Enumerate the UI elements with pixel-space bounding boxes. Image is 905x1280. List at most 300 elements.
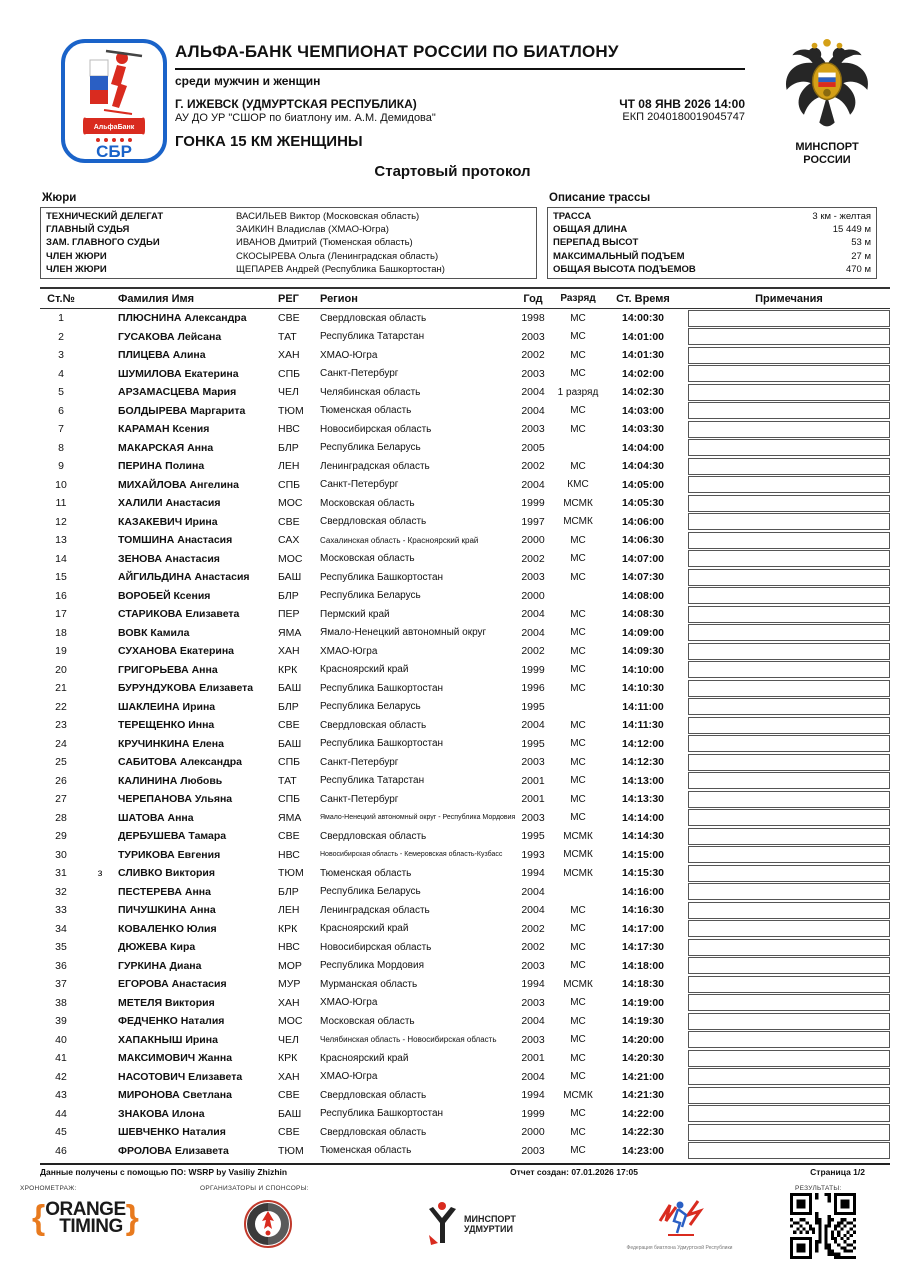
region-name: Тюменская область: [320, 867, 412, 879]
athlete-name: МАКСИМОВИЧ Жанна: [118, 1052, 233, 1065]
athlete-name: ПЛИЦЕВА Алина: [118, 349, 206, 362]
athlete-name: КАЗАКЕВИЧ Ирина: [118, 515, 218, 528]
table-row: [40, 1049, 890, 1068]
region-name: Республика Башкортостан: [320, 682, 444, 694]
start-time: 14:21:30: [621, 1089, 665, 1102]
sport-rank: МСМК: [563, 516, 593, 528]
region-name: Свердловская область: [320, 312, 427, 324]
table-row: [40, 328, 890, 347]
athlete-name: ВОРОБЕЙ Ксения: [118, 589, 211, 602]
qr-code: [790, 1193, 856, 1264]
region-code: НВС: [278, 848, 300, 861]
jury-person: ЗАИКИН Владислав (ХМАО-Югра): [236, 224, 389, 236]
region-name: ХМАО-Югра: [320, 997, 378, 1009]
region-code: КРК: [278, 663, 298, 676]
athlete-name: ДЮЖЕВА Кира: [118, 941, 196, 954]
region-code: ЛЕН: [278, 460, 300, 473]
region-name: Московская область: [320, 553, 415, 565]
birth-year: 2003: [521, 756, 545, 769]
table-row: [40, 661, 890, 680]
region-code: ТЮМ: [278, 867, 304, 880]
notes-cell: [688, 310, 890, 327]
region-name: Республика Беларусь: [320, 590, 421, 602]
start-list-body: [40, 309, 890, 1160]
sport-rank: МС: [570, 923, 586, 935]
birth-year: 2003: [521, 811, 545, 824]
region-code: СВЕ: [278, 830, 300, 843]
start-time: 14:22:30: [621, 1126, 665, 1139]
region-name: Санкт-Петербург: [320, 756, 399, 768]
start-number: 44: [55, 1107, 67, 1120]
athlete-name: ПЕСТЕРЕВА Анна: [118, 885, 211, 898]
sport-rank: МС: [570, 719, 586, 731]
table-row: [40, 846, 890, 865]
athlete-name: КРУЧИНКИНА Елена: [118, 737, 224, 750]
birth-year: 2001: [521, 774, 545, 787]
start-time: 14:06:30: [621, 534, 665, 547]
athlete-name: СТАРИКОВА Елизавета: [118, 608, 240, 621]
sport-rank: МС: [570, 997, 586, 1009]
region-name: Свердловская область: [320, 830, 427, 842]
col-header-year: Год: [523, 292, 543, 305]
start-number: 26: [55, 774, 67, 787]
birth-year: 1996: [521, 682, 545, 695]
birth-year: 1995: [521, 830, 545, 843]
region-code: МОР: [278, 959, 302, 972]
sport-rank: МС: [570, 627, 586, 639]
start-time: 14:05:30: [621, 497, 665, 510]
region-code: КРК: [278, 1052, 298, 1065]
athlete-name: ШАКЛЕИНА Ирина: [118, 700, 216, 713]
table-row: [40, 753, 890, 772]
region-code: БЛР: [278, 700, 299, 713]
birth-year: 2003: [521, 959, 545, 972]
notes-cell: [688, 809, 890, 826]
date-block: [619, 97, 745, 124]
region-code: МОС: [278, 1015, 303, 1028]
birth-year: 2004: [521, 626, 545, 639]
table-row: [40, 772, 890, 791]
table-row: [40, 605, 890, 624]
footer-divider: [40, 1163, 890, 1165]
software-credit: Данные получены с помощью ПО: WSRP by Vasiliy Zhizhin: [40, 1167, 288, 1177]
col-header-region: Регион: [320, 292, 358, 305]
region-name: Республика Башкортостан: [320, 738, 444, 750]
ekp-number: ЕКП 2040180019045747: [622, 111, 745, 123]
start-time: 14:08:30: [621, 608, 665, 621]
athlete-name: КАЛИНИНА Любовь: [118, 774, 223, 787]
start-number: 10: [55, 478, 67, 491]
course-label: ТРАССА: [553, 211, 592, 222]
notes-cell: [688, 735, 890, 752]
region-name: Красноярский край: [320, 1052, 409, 1064]
region-code: ХАН: [278, 349, 300, 362]
sbr-logo: [60, 38, 168, 164]
region-code: БАШ: [278, 571, 302, 584]
region-name: Республика Беларусь: [320, 442, 421, 454]
sport-rank: МС: [570, 738, 586, 750]
start-time: 14:01:30: [621, 349, 665, 362]
start-number: 4: [58, 367, 64, 380]
orange-brace-right-icon: }: [125, 1199, 139, 1237]
orange-timing-line1: ORANGE: [45, 1199, 126, 1220]
table-row: [40, 587, 890, 606]
start-number: 23: [55, 719, 67, 732]
notes-cell: [688, 994, 890, 1011]
sport-rank: МСМК: [563, 867, 593, 879]
orange-brace-left-icon: {: [32, 1199, 46, 1237]
start-number: 41: [55, 1052, 67, 1065]
start-number: 36: [55, 959, 67, 972]
start-time: 14:17:30: [621, 941, 665, 954]
birth-year: 2004: [521, 1015, 545, 1028]
table-row: [40, 938, 890, 957]
start-number: 45: [55, 1126, 67, 1139]
start-number: 30: [55, 848, 67, 861]
table-row: [40, 1031, 890, 1050]
start-time: 14:16:00: [621, 885, 665, 898]
region-code: ЧЕЛ: [278, 1033, 299, 1046]
sport-rank: МС: [570, 349, 586, 361]
start-number: 17: [55, 608, 67, 621]
table-row: [40, 402, 890, 421]
athlete-name: ФРОЛОВА Елизавета: [118, 1144, 229, 1157]
table-row: [40, 624, 890, 643]
event-subtitle: среди мужчин и женщин: [175, 74, 321, 88]
start-time: 14:18:30: [621, 978, 665, 991]
region-code: КРК: [278, 922, 298, 935]
timing-label: ХРОНОМЕТРАЖ:: [20, 1185, 77, 1192]
athlete-name: ПЕРИНА Полина: [118, 460, 205, 473]
start-number: 28: [55, 811, 67, 824]
region-code: ЛЕН: [278, 904, 300, 917]
region-code: БАШ: [278, 682, 302, 695]
start-time: 14:14:00: [621, 811, 665, 824]
table-row: [40, 864, 890, 883]
region-code: МОС: [278, 552, 303, 565]
start-number: 43: [55, 1089, 67, 1102]
region-name: Московская область: [320, 497, 415, 509]
sport-rank: МС: [570, 1015, 586, 1027]
birth-year: 1994: [521, 1089, 545, 1102]
notes-cell: [688, 920, 890, 937]
region-code: СВЕ: [278, 515, 300, 528]
sport-rank: МС: [570, 331, 586, 343]
notes-cell: [688, 976, 890, 993]
jury-row: [46, 250, 531, 263]
start-time: 14:07:00: [621, 552, 665, 565]
table-row: [40, 790, 890, 809]
athlete-name: МИРОНОВА Светлана: [118, 1089, 232, 1102]
sport-rank: МС: [570, 812, 586, 824]
birth-year: 2004: [521, 478, 545, 491]
birth-year: 1993: [521, 848, 545, 861]
birth-year: 1999: [521, 663, 545, 676]
start-time: 14:11:00: [622, 700, 664, 713]
region-code: СПБ: [278, 367, 301, 380]
athlete-name: ЧЕРЕПАНОВА Ульяна: [118, 793, 233, 806]
course-label: МАКСИМАЛЬНЫЙ ПОДЪЕМ: [553, 250, 685, 262]
region-name: Республика Башкортостан: [320, 1108, 444, 1120]
region-code: СВЕ: [278, 312, 300, 325]
athlete-name: ХАПАКНЫШ Ирина: [118, 1033, 218, 1046]
athlete-name: ТУРИКОВА Евгения: [118, 848, 221, 861]
region-name: Красноярский край: [320, 664, 409, 676]
table-row: [40, 494, 890, 513]
athlete-name: ЕГОРОВА Анастасия: [118, 978, 227, 991]
region-code: СВЕ: [278, 1126, 300, 1139]
region-code: ЯМА: [278, 626, 302, 639]
region-name: Новосибирская область: [320, 423, 432, 435]
table-row: [40, 957, 890, 976]
start-number: 8: [58, 441, 64, 454]
athlete-name: СЛИВКО Виктория: [118, 867, 216, 880]
start-number: 42: [55, 1070, 67, 1083]
table-row: [40, 994, 890, 1013]
start-time: 14:12:30: [621, 756, 665, 769]
birth-year: 2003: [521, 1144, 545, 1157]
col-header-rank: Разряд: [560, 293, 596, 304]
birth-year: 2003: [521, 367, 545, 380]
start-time: 14:23:00: [621, 1144, 665, 1157]
jury-title: Жюри: [42, 192, 77, 204]
athlete-name: ШЕВЧЕНКО Наталия: [118, 1126, 226, 1139]
region-name: ХМАО-Югра: [320, 645, 378, 657]
start-number: 13: [55, 534, 67, 547]
sport-rank: МС: [570, 405, 586, 417]
start-number: 15: [55, 571, 67, 584]
udmurtia-bird-icon: [243, 1199, 293, 1249]
region-name: Ямало-Ненецкий автономный округ: [320, 627, 487, 639]
region-code: ТЮМ: [278, 404, 304, 417]
birth-year: 2002: [521, 941, 545, 954]
athlete-name: ШУМИЛОВА Екатерина: [118, 367, 239, 380]
start-time: 14:09:30: [621, 645, 665, 658]
region-name: Челябинская область: [320, 386, 421, 398]
course-label: ОБЩАЯ ВЫСОТА ПОДЪЕМОВ: [553, 263, 696, 275]
region-code: ПЕР: [278, 608, 300, 621]
table-row: [40, 1123, 890, 1142]
notes-cell: [688, 1031, 890, 1048]
region-name: Новосибирская область - Кемеровская область-Кузбасс: [320, 851, 503, 859]
sport-rank: МС: [570, 1071, 586, 1083]
notes-cell: [688, 495, 890, 512]
athlete-name: БОЛДЫРЕВА Маргарита: [118, 404, 246, 417]
sport-rank: МСМК: [563, 497, 593, 509]
athlete-name: ГРИГОРЬЕВА Анна: [118, 663, 218, 676]
region-code: САХ: [278, 534, 300, 547]
table-row: [40, 1086, 890, 1105]
start-number: 11: [55, 497, 67, 510]
athlete-name: КАРАМАН Ксения: [118, 423, 210, 436]
table-row: [40, 346, 890, 365]
notes-cell: [688, 865, 890, 882]
region-code: СПБ: [278, 793, 301, 806]
sponsors-label: ОРГАНИЗАТОРЫ И СПОНСОРЫ:: [200, 1185, 309, 1192]
svg-text:АльфаБанк: АльфаБанк: [93, 124, 135, 131]
notes-cell: [688, 1105, 890, 1122]
table-row: [40, 457, 890, 476]
athlete-name: НАСОТОВИЧ Елизавета: [118, 1070, 243, 1083]
notes-cell: [688, 791, 890, 808]
notes-cell: [688, 402, 890, 419]
birth-year: 2004: [521, 885, 545, 898]
sport-rank: МС: [570, 312, 586, 324]
notes-cell: [688, 550, 890, 567]
region-name: Пермский край: [320, 608, 390, 620]
notes-cell: [688, 717, 890, 734]
region-code: ХАН: [278, 645, 300, 658]
birth-year: 1999: [521, 1107, 545, 1120]
sport-rank: МС: [570, 664, 586, 676]
region-code: БЛР: [278, 589, 299, 602]
start-time: 14:17:00: [621, 922, 665, 935]
jury-person: ИВАНОВ Дмитрий (Тюменская область): [236, 237, 413, 249]
athlete-name: ЗЕНОВА Анастасия: [118, 552, 220, 565]
table-row: [40, 309, 890, 328]
minsport-udm-line1: МИНСПОРТ: [464, 1214, 516, 1224]
course-row: [553, 236, 871, 249]
jury-section: [40, 192, 537, 279]
notes-cell: [688, 939, 890, 956]
course-table: [547, 207, 877, 279]
col-header-reg: РЕГ: [278, 292, 299, 305]
start-number: 20: [55, 663, 67, 676]
birth-year: 1994: [521, 867, 545, 880]
qr-code-icon: [790, 1193, 856, 1259]
sport-rank: МСМК: [563, 978, 593, 990]
notes-cell: [688, 754, 890, 771]
athlete-name: ПИЧУШКИНА Анна: [118, 904, 216, 917]
start-number: 9: [58, 460, 64, 473]
minsport-udmurtia-icon: [425, 1201, 459, 1247]
col-header-notes: Примечания: [755, 292, 823, 305]
athlete-name: ТЕРЕЩЕНКО Инна: [118, 719, 215, 732]
table-row: [40, 439, 890, 458]
double-eagle-icon: [779, 38, 875, 134]
notes-cell: [688, 661, 890, 678]
start-time: 14:08:00: [621, 589, 665, 602]
start-number: 22: [55, 700, 67, 713]
start-time: 14:02:00: [621, 367, 665, 380]
table-row: [40, 568, 890, 587]
athlete-name: ВОВК Камила: [118, 626, 190, 639]
birth-year: 1997: [521, 515, 545, 528]
federation-skier-icon: [654, 1195, 706, 1239]
region-name: Ямало-Ненецкий автономный округ - Республика Мордовия: [320, 814, 516, 822]
table-row: [40, 679, 890, 698]
start-time: 14:20:00: [621, 1033, 665, 1046]
event-title: АЛЬФА-БАНК ЧЕМПИОНАТ РОССИИ ПО БИАТЛОНУ: [175, 42, 745, 70]
birth-year: 2004: [521, 719, 545, 732]
notes-cell: [688, 384, 890, 401]
notes-cell: [688, 698, 890, 715]
event-datetime: ЧТ 08 ЯНВ 2026 14:00: [619, 97, 745, 111]
athlete-name: ТОМШИНА Анастасия: [118, 534, 233, 547]
start-time: 14:15:30: [621, 867, 665, 880]
birth-year: 2000: [521, 589, 545, 602]
start-time: 14:21:00: [621, 1070, 665, 1083]
table-row: [40, 1142, 890, 1161]
course-value: 27 м: [851, 250, 871, 262]
birth-year: 2000: [521, 534, 545, 547]
athlete-name: ЗНАКОВА Илона: [118, 1107, 205, 1120]
notes-cell: [688, 680, 890, 697]
notes-cell: [688, 1068, 890, 1085]
sport-rank: МС: [570, 775, 586, 787]
region-name: Ленинградская область: [320, 904, 430, 916]
birth-year: 2001: [521, 793, 545, 806]
start-time: 14:10:30: [621, 682, 665, 695]
region-code: ХАН: [278, 1070, 300, 1083]
region-code: СВЕ: [278, 719, 300, 732]
notes-cell: [688, 439, 890, 456]
start-time: 14:04:00: [621, 441, 665, 454]
notes-cell: [688, 513, 890, 530]
birth-year: 2002: [521, 460, 545, 473]
notes-cell: [688, 828, 890, 845]
table-row: [40, 735, 890, 754]
birth-year: 2003: [521, 423, 545, 436]
bib-mark: з: [97, 867, 103, 880]
sport-rank: МС: [570, 1108, 586, 1120]
table-row: [40, 550, 890, 569]
region-name: Мурманская область: [320, 978, 418, 990]
race-title: ГОНКА 15 КМ ЖЕНЩИНЫ: [175, 133, 363, 150]
minsport-label-line1: МИНСПОРТ: [795, 141, 859, 153]
athlete-name: ГУРКИНА Диана: [118, 959, 202, 972]
sbr-biathlete-icon: [60, 38, 168, 164]
course-value: 15 449 м: [832, 224, 871, 236]
start-number: 33: [55, 904, 67, 917]
start-time: 14:16:30: [621, 904, 665, 917]
region-name: Республика Башкортостан: [320, 571, 444, 583]
start-list-header: [40, 287, 890, 309]
start-time: 14:18:00: [621, 959, 665, 972]
athlete-name: КОВАЛЕНКО Юлия: [118, 922, 217, 935]
region-code: НВС: [278, 941, 300, 954]
course-label: ПЕРЕПАД ВЫСОТ: [553, 237, 639, 249]
start-time: 14:22:00: [621, 1107, 665, 1120]
notes-cell: [688, 624, 890, 641]
start-number: 37: [55, 978, 67, 991]
start-number: 6: [58, 404, 64, 417]
birth-year: 2004: [521, 404, 545, 417]
table-row: [40, 716, 890, 735]
region-name: Республика Татарстан: [320, 775, 425, 787]
sport-rank: МСМК: [563, 830, 593, 842]
udmurtia-emblem: [243, 1199, 293, 1254]
birth-year: 2004: [521, 386, 545, 399]
table-row: [40, 827, 890, 846]
table-row: [40, 698, 890, 717]
start-time: 14:02:30: [621, 386, 665, 399]
birth-year: 2005: [521, 441, 545, 454]
table-row: [40, 901, 890, 920]
sport-rank: МС: [570, 1126, 586, 1138]
course-label: ОБЩАЯ ДЛИНА: [553, 224, 628, 236]
course-value: 470 м: [845, 263, 871, 275]
sport-rank: КМС: [567, 479, 589, 491]
sport-rank: МС: [570, 1052, 586, 1064]
birth-year: 2003: [521, 996, 545, 1009]
table-row: [40, 1105, 890, 1124]
sport-rank: МС: [570, 756, 586, 768]
course-title: Описание трассы: [549, 192, 651, 204]
birth-year: 1994: [521, 978, 545, 991]
start-time: 14:06:00: [621, 515, 665, 528]
birth-year: 1995: [521, 737, 545, 750]
